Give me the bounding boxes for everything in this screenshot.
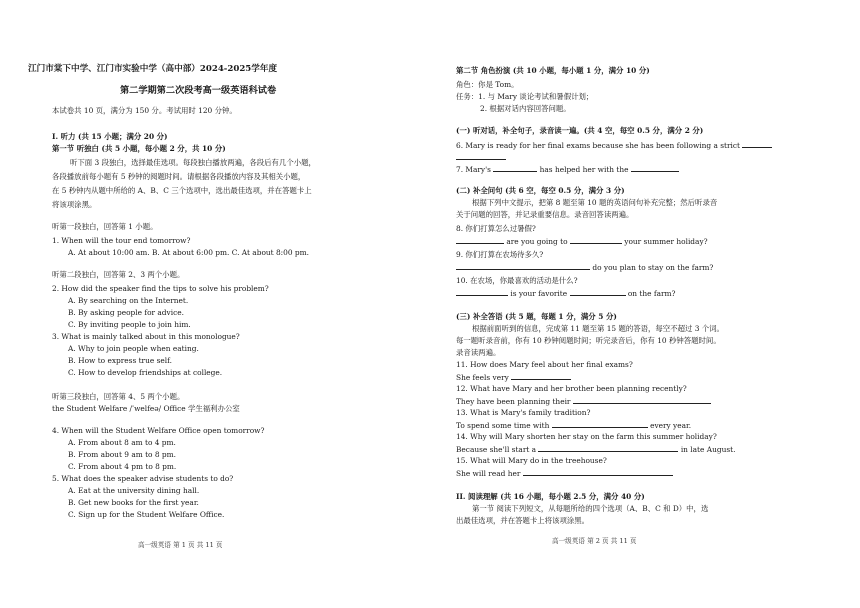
answer-14-end: in late August. <box>680 445 736 454</box>
question-10-text-b: on the farm? <box>627 289 676 298</box>
answer-11 <box>456 372 571 383</box>
answer-11-text: She feels very <box>456 373 509 382</box>
answer-blank[interactable] <box>631 164 679 172</box>
question-8-prompt: 8. 你们打算怎么过暑假? <box>456 224 536 233</box>
option: B. How to express true self. <box>68 356 172 365</box>
option: A. Why to join people when eating. <box>68 344 199 353</box>
question-7 <box>456 164 679 175</box>
instruction-line: 听下面 3 段独白，选择最佳选项。每段独白播放两遍，各段后有几个小题， <box>70 158 316 167</box>
option: C. How to develop friendships at college. <box>68 368 223 377</box>
answer-blank[interactable] <box>538 444 678 452</box>
question-7-text-a: 7. Mary's <box>456 165 491 174</box>
answer-blank[interactable] <box>552 420 648 428</box>
question-10 <box>456 288 676 299</box>
answer-blank[interactable] <box>511 372 571 380</box>
answer-blank[interactable] <box>456 288 508 296</box>
answer-blank-row <box>456 152 506 163</box>
question-8-text-b: your summer holiday? <box>624 237 708 246</box>
task-line: 2. 根据对话内容回答问题。 <box>480 104 571 113</box>
answer-blank[interactable] <box>570 288 626 296</box>
monologue-3-note: 听第三段独白，回答第 4、5 两个小题。 <box>52 392 185 401</box>
question-5: 5. What does the speaker advise students to do? <box>52 474 234 483</box>
question-8-text-a: are you going to <box>506 237 568 246</box>
question-2: 2. How did the speaker find the tips to solve his problem? <box>52 284 269 293</box>
instruction-line: 在 5 秒钟内从题中所给的 A、B、C 三个选项中，选出最佳选项，并在答题卡上 <box>52 186 312 195</box>
question-12: 12. What have Mary and her brother been planning recently? <box>456 384 687 393</box>
question-1-options: A. At about 10:00 am. B. At about 6:00 pm. C. At about 8:00 pm. <box>68 248 310 257</box>
part-2-instruction: 根据下列中文提示，把第 8 题至第 10 题的英语问句补充完整；然后听录音 <box>472 198 718 207</box>
answer-15 <box>456 468 673 479</box>
part-3-instruction: 根据前面听到的信息，完成第 11 题至第 15 题的答语，每空不超过 3 个词。 <box>472 324 724 333</box>
section1-heading: 第一节 听独白 (共 5 小题，每小题 2 分，共 10 分) <box>52 144 226 153</box>
question-10-text-a: is your favorite <box>510 289 568 298</box>
answer-15-text: She will read her <box>456 469 521 478</box>
part-2-instruction: 关于问题的回答，并记录重要信息。录音回答读两遍。 <box>456 210 634 219</box>
answer-12 <box>456 396 711 407</box>
part1-heading: I. 听力 (共 15 小题；满分 20 分) <box>52 132 168 141</box>
option: B. Get new books for the first year. <box>68 498 199 507</box>
answer-blank[interactable] <box>570 236 622 244</box>
answer-blank[interactable] <box>573 396 711 404</box>
answer-14 <box>456 444 735 455</box>
question-9-prompt: 9. 你们打算在农场待多久? <box>456 250 544 259</box>
answer-blank[interactable] <box>456 152 506 160</box>
option: C. From about 4 pm to 8 pm. <box>68 462 177 471</box>
exam-title-line1: 江门市棠下中学、江门市实验中学（高中部）2024-2025学年度 <box>28 64 278 74</box>
question-6 <box>456 140 772 151</box>
glossary-note: the Student Welfare /ˈwelfeə/ Office 学生福利办公室 <box>52 404 240 413</box>
question-3: 3. What is mainly talked about in this monologue? <box>52 332 240 341</box>
option: C. By inviting people to join him. <box>68 320 191 329</box>
question-7-text-b: has helped her with the <box>539 165 629 174</box>
part2-heading: II. 阅读理解 (共 16 小题，每小题 2.5 分，满分 40 分) <box>456 492 645 501</box>
answer-blank[interactable] <box>456 262 590 270</box>
answer-13-text: To spend some time with <box>456 421 550 430</box>
option: C. Sign up for the Student Welfare Office. <box>68 510 225 519</box>
answer-blank[interactable] <box>493 164 537 172</box>
answer-12-text: They have been planning their <box>456 397 571 406</box>
answer-14-text: Because she'll start a <box>456 445 537 454</box>
reading-instruction: 出最佳选项，并在答题卡上将该项涂黑。 <box>456 516 590 525</box>
part-3-instruction: 录音读两遍。 <box>456 348 501 357</box>
instruction-line: 将该项涂黑。 <box>52 200 97 209</box>
option: B. From about 9 am to 8 pm. <box>68 450 176 459</box>
monologue-2-note: 听第二段独白，回答第 2、3 两个小题。 <box>52 270 185 279</box>
question-4: 4. When will the Student Welfare Office open tomorrow? <box>52 426 265 435</box>
option: A. By searching on the Internet. <box>68 296 189 305</box>
section2-heading: 第二节 角色扮演 (共 10 小题，每小题 1 分，满分 10 分) <box>456 66 650 75</box>
question-13: 13. What is Mary's family tradition? <box>456 408 591 417</box>
question-15: 15. What will Mary do in the treehouse? <box>456 456 607 465</box>
answer-blank[interactable] <box>523 468 673 476</box>
answer-13 <box>456 420 691 431</box>
answer-13-end: every year. <box>650 421 692 430</box>
question-8 <box>456 236 708 247</box>
monologue-1-note: 听第一段独白，回答第 1 小题。 <box>52 222 158 231</box>
instruction-line: 各段播放前每小题有 5 秒钟的阅题时间。请根据各段播放内容及其相关小题， <box>52 172 306 181</box>
question-6-text: 6. Mary is ready for her final exams because she has been following a strict <box>456 141 741 150</box>
part-3-instruction: 每一题听录音前，你有 10 秒钟阅题时间；听完录音后，你有 10 秒钟答题时间。 <box>456 336 721 345</box>
question-10-prompt: 10. 在农场，你最喜欢的活动是什么? <box>456 276 578 285</box>
question-1: 1. When will the tour end tomorrow? <box>52 236 191 245</box>
part-1-heading: (一) 听对话，补全句子，录音读一遍。(共 4 空，每空 0.5 分，满分 2 分) <box>456 126 704 135</box>
task-line: 任务：1. 与 Mary 谈论考试和暑假计划； <box>456 92 594 101</box>
part-2-heading: (二) 补全问句 (共 6 空，每空 0.5 分，满分 3 分) <box>456 186 625 195</box>
reading-instruction: 第一节 阅读下列短文，从每题所给的四个选项（A、B、C 和 D）中，选 <box>472 504 709 513</box>
question-9-text: do you plan to stay on the farm? <box>592 263 714 272</box>
exam-page-2 <box>456 0 846 608</box>
page-footer: 高一级英语 第 2 页 共 11 页 <box>552 537 637 545</box>
question-9 <box>456 262 713 273</box>
question-14: 14. Why will Mary shorten her stay on the farm this summer holiday? <box>456 432 717 441</box>
exam-page-1 <box>28 0 420 608</box>
option: A. Eat at the university dining hall. <box>68 486 200 495</box>
answer-blank[interactable] <box>456 236 504 244</box>
role-line: 角色：你是 Tom。 <box>456 80 519 89</box>
part-3-heading: (三) 补全答语 (共 5 题，每题 1 分，满分 5 分) <box>456 312 617 321</box>
option: A. From about 8 am to 4 pm. <box>68 438 176 447</box>
exam-intro: 本试卷共 10 页，满分为 150 分。考试用时 120 分钟。 <box>52 106 237 115</box>
exam-title-line2: 第二学期第二次段考高一级英语科试卷 <box>120 85 277 96</box>
page-footer: 高一级英语 第 1 页 共 11 页 <box>138 541 223 549</box>
option: B. By asking people for advice. <box>68 308 184 317</box>
question-11: 11. How does Mary feel about her final exams? <box>456 360 633 369</box>
answer-blank[interactable] <box>742 140 772 148</box>
